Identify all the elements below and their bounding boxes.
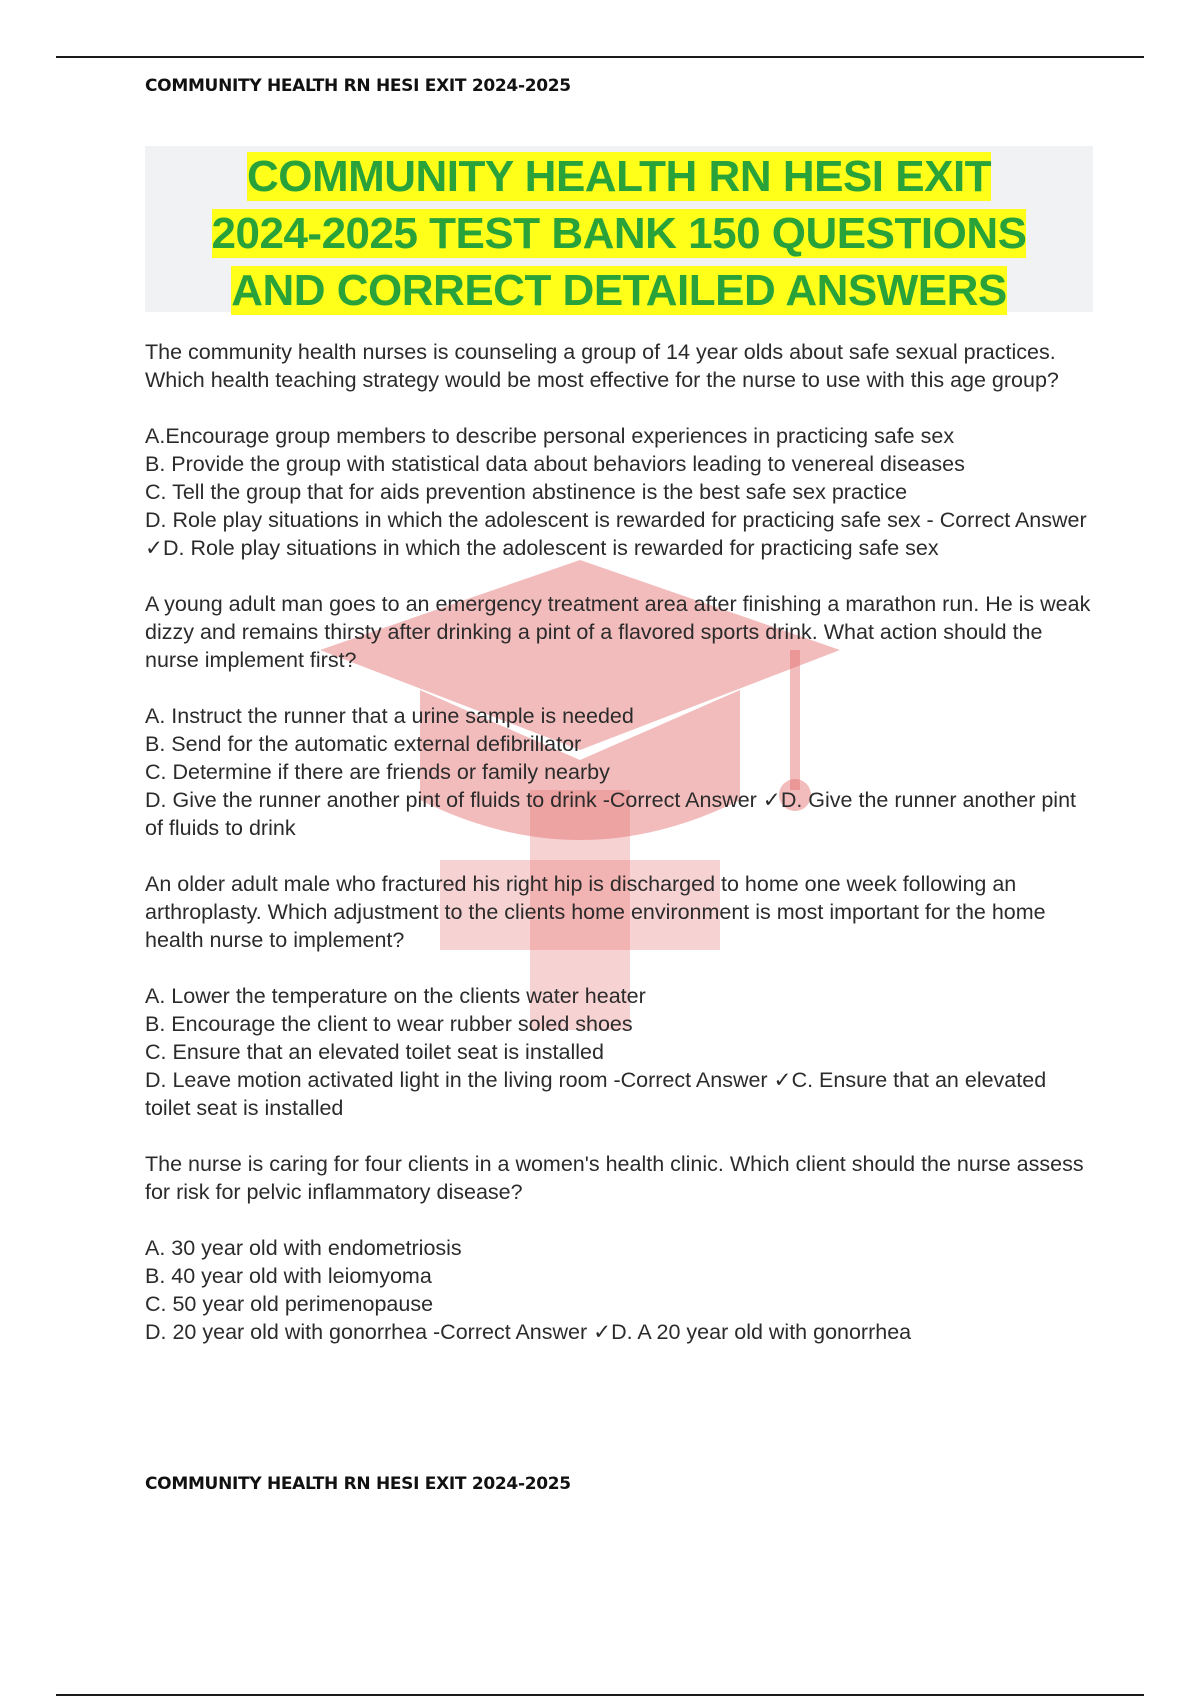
option-3-a: A. Lower the temperature on the clients water heater xyxy=(145,984,646,1008)
answer-options-3 xyxy=(145,982,1095,1122)
question-stem-2: A young adult man goes to an emergency treatment area after finishing a marathon run. He is weak dizzy and remains thirsty after drinking a pint of a flavored sports drink. What action should the nurse implement first? xyxy=(145,592,1091,672)
option-3-c: C. Ensure that an elevated toilet seat is installed xyxy=(145,1040,604,1064)
option-3-b: B. Encourage the client to wear rubber soled shoes xyxy=(145,1012,633,1036)
option-1-a: A.Encourage group members to describe personal experiences in practicing safe sex xyxy=(145,424,955,448)
option-4-d-correct-answer: D. 20 year old with gonorrhea -Correct Answer ✓D. A 20 year old with gonorrhea xyxy=(145,1320,912,1344)
option-1-b: B. Provide the group with statistical data about behaviors leading to venereal diseases xyxy=(145,452,965,476)
question-block-3 xyxy=(145,870,1095,1122)
question-stem-3: An older adult male who fractured his right hip is discharged to home one week following an arthroplasty. Which adjustment to the clients home environment is most important for the home health nurse to implement? xyxy=(145,872,1046,952)
question-block-1 xyxy=(145,338,1095,562)
running-header: COMMUNITY HEALTH RN HESI EXIT 2024-2025 xyxy=(145,76,571,96)
title-line-2: 2024-2025 TEST BANK 150 QUESTIONS xyxy=(211,209,1027,258)
running-footer: COMMUNITY HEALTH RN HESI EXIT 2024-2025 xyxy=(145,1474,571,1494)
top-rule xyxy=(56,56,1144,58)
question-list xyxy=(145,338,1095,1374)
answer-options-2 xyxy=(145,702,1095,842)
option-2-a: A. Instruct the runner that a urine sample is needed xyxy=(145,704,634,728)
title-line-3: AND CORRECT DETAILED ANSWERS xyxy=(231,266,1007,315)
answer-options-1 xyxy=(145,422,1095,562)
question-stem-1: The community health nurses is counseling a group of 14 year olds about safe sexual practices. Which health teaching strategy would be most effective for the nurse to use with this age group? xyxy=(145,340,1059,392)
option-2-b: B. Send for the automatic external defibrillator xyxy=(145,732,582,756)
bottom-rule xyxy=(56,1694,1144,1696)
option-1-d-correct-answer: D. Role play situations in which the adolescent is rewarded for practicing safe sex - Correct Answer ✓D. Role play situations in which the adolescent is rewarded for practicing safe sex xyxy=(145,508,1087,560)
title-line-1: COMMUNITY HEALTH RN HESI EXIT xyxy=(246,152,992,201)
document-title-box xyxy=(145,146,1093,315)
answer-options-4 xyxy=(145,1234,1095,1346)
question-stem-4: The nurse is caring for four clients in a women's health clinic. Which client should the nurse assess for risk for pelvic inflammatory disease? xyxy=(145,1152,1084,1204)
option-4-a: A. 30 year old with endometriosis xyxy=(145,1236,462,1260)
option-2-d-correct-answer: D. Give the runner another pint of fluids to drink -Correct Answer ✓D. Give the runner another pint of fluids to drink xyxy=(145,788,1077,840)
option-1-c: C. Tell the group that for aids prevention abstinence is the best safe sex practice xyxy=(145,480,908,504)
question-block-4 xyxy=(145,1150,1095,1346)
option-3-d-correct-answer: D. Leave motion activated light in the living room -Correct Answer ✓C. Ensure that an elevated toilet seat is installed xyxy=(145,1068,1047,1120)
option-2-c: C. Determine if there are friends or family nearby xyxy=(145,760,610,784)
question-block-2 xyxy=(145,590,1095,842)
document-title xyxy=(145,146,1093,319)
option-4-b: B. 40 year old with leiomyoma xyxy=(145,1264,432,1288)
option-4-c: C. 50 year old perimenopause xyxy=(145,1292,434,1316)
